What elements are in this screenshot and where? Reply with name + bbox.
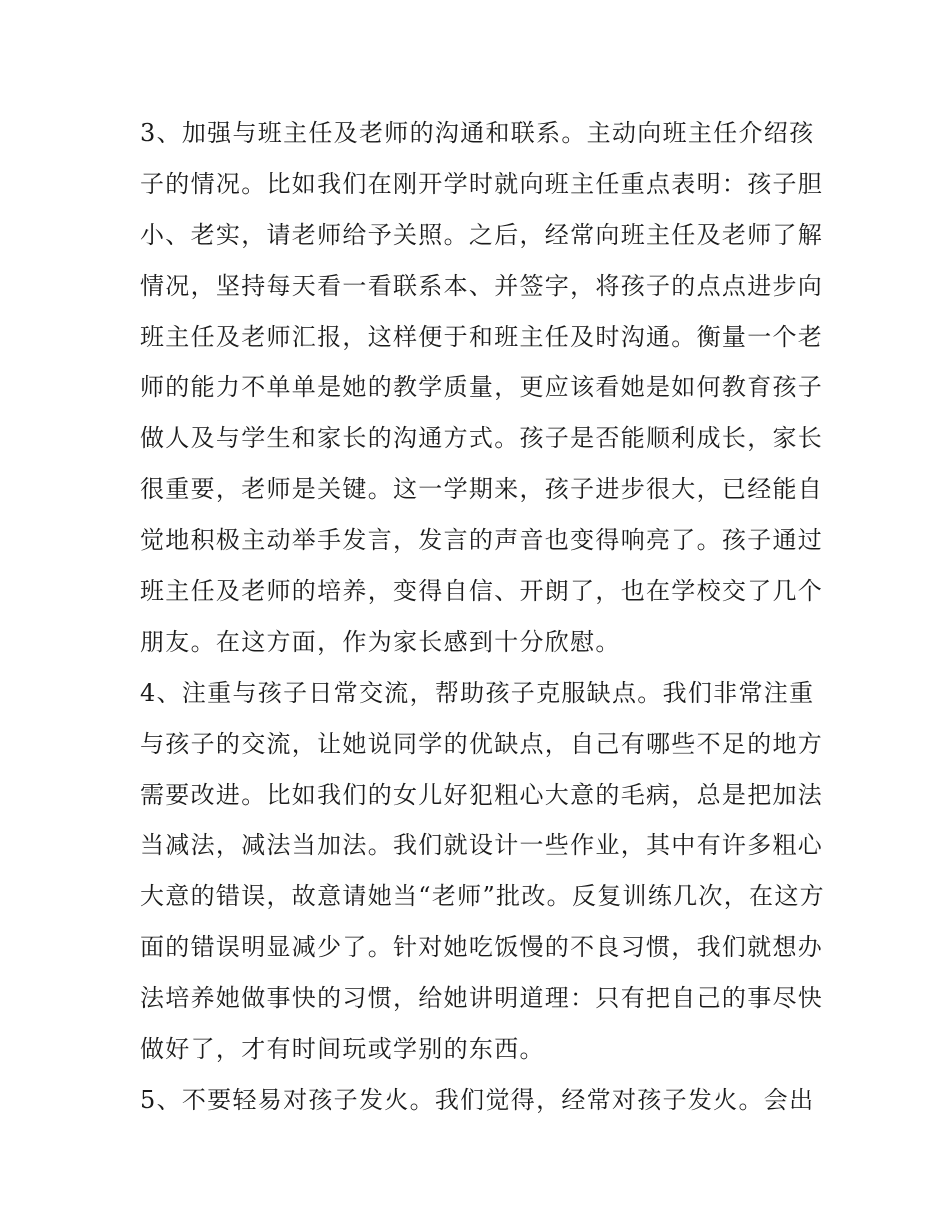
text-line: 班主任及老师汇报，这样便于和班主任及时沟通。衡量一个老 (140, 322, 824, 351)
text-line: 很重要，老师是关键。这一学期来，孩子进步很大，已经能自 (140, 475, 824, 504)
text-line: 大意的错误，故意请她当“老师”批改。反复训练几次，在这方 (140, 882, 825, 911)
text-line: 4、注重与孩子日常交流，帮助孩子克服缺点。我们非常注重 (140, 678, 815, 707)
text-line: 子的情况。比如我们在刚开学时就向班主任重点表明：孩子胆 (140, 169, 824, 198)
document-body (140, 108, 825, 1126)
text-line: 当减法，减法当加法。我们就设计一些作业，其中有许多粗心 (140, 831, 824, 860)
text-line: 与孩子的交流，让她说同学的优缺点，自己有哪些不足的地方 (140, 729, 824, 758)
text-line: 朋友。在这方面，作为家长感到十分欣慰。 (140, 627, 621, 656)
text-line: 做好了，才有时间玩或学别的东西。 (140, 1035, 545, 1064)
text-line: 3、加强与班主任及老师的沟通和联系。主动向班主任介绍孩 (140, 119, 815, 147)
text-line: 需要改进。比如我们的女儿好犯粗心大意的毛病，总是把加法 (140, 780, 824, 809)
text-line: 5、不要轻易对孩子发火。我们觉得，经常对孩子发火。会出 (140, 1085, 815, 1114)
text-line: 觉地积极主动举手发言，发言的声音也变得响亮了。孩子通过 (140, 526, 824, 555)
text-line: 做人及与学生和家长的沟通方式。孩子是否能顺利成长，家长 (140, 424, 824, 453)
text-line: 情况，坚持每天看一看联系本、并签字，将孩子的点点进步向 (140, 271, 824, 300)
text-line: 面的错误明显减少了。针对她吃饭慢的不良习惯，我们就想办 (140, 933, 824, 962)
text-line: 师的能力不单单是她的教学质量，更应该看她是如何教育孩子 (140, 373, 824, 402)
text-line: 班主任及老师的培养，变得自信、开朗了，也在学校交了几个 (140, 577, 824, 606)
text-line: 小、老实，请老师给予关照。之后，经常向班主任及老师了解 (140, 220, 824, 249)
text-line: 法培养她做事快的习惯，给她讲明道理：只有把自己的事尽快 (140, 984, 824, 1013)
